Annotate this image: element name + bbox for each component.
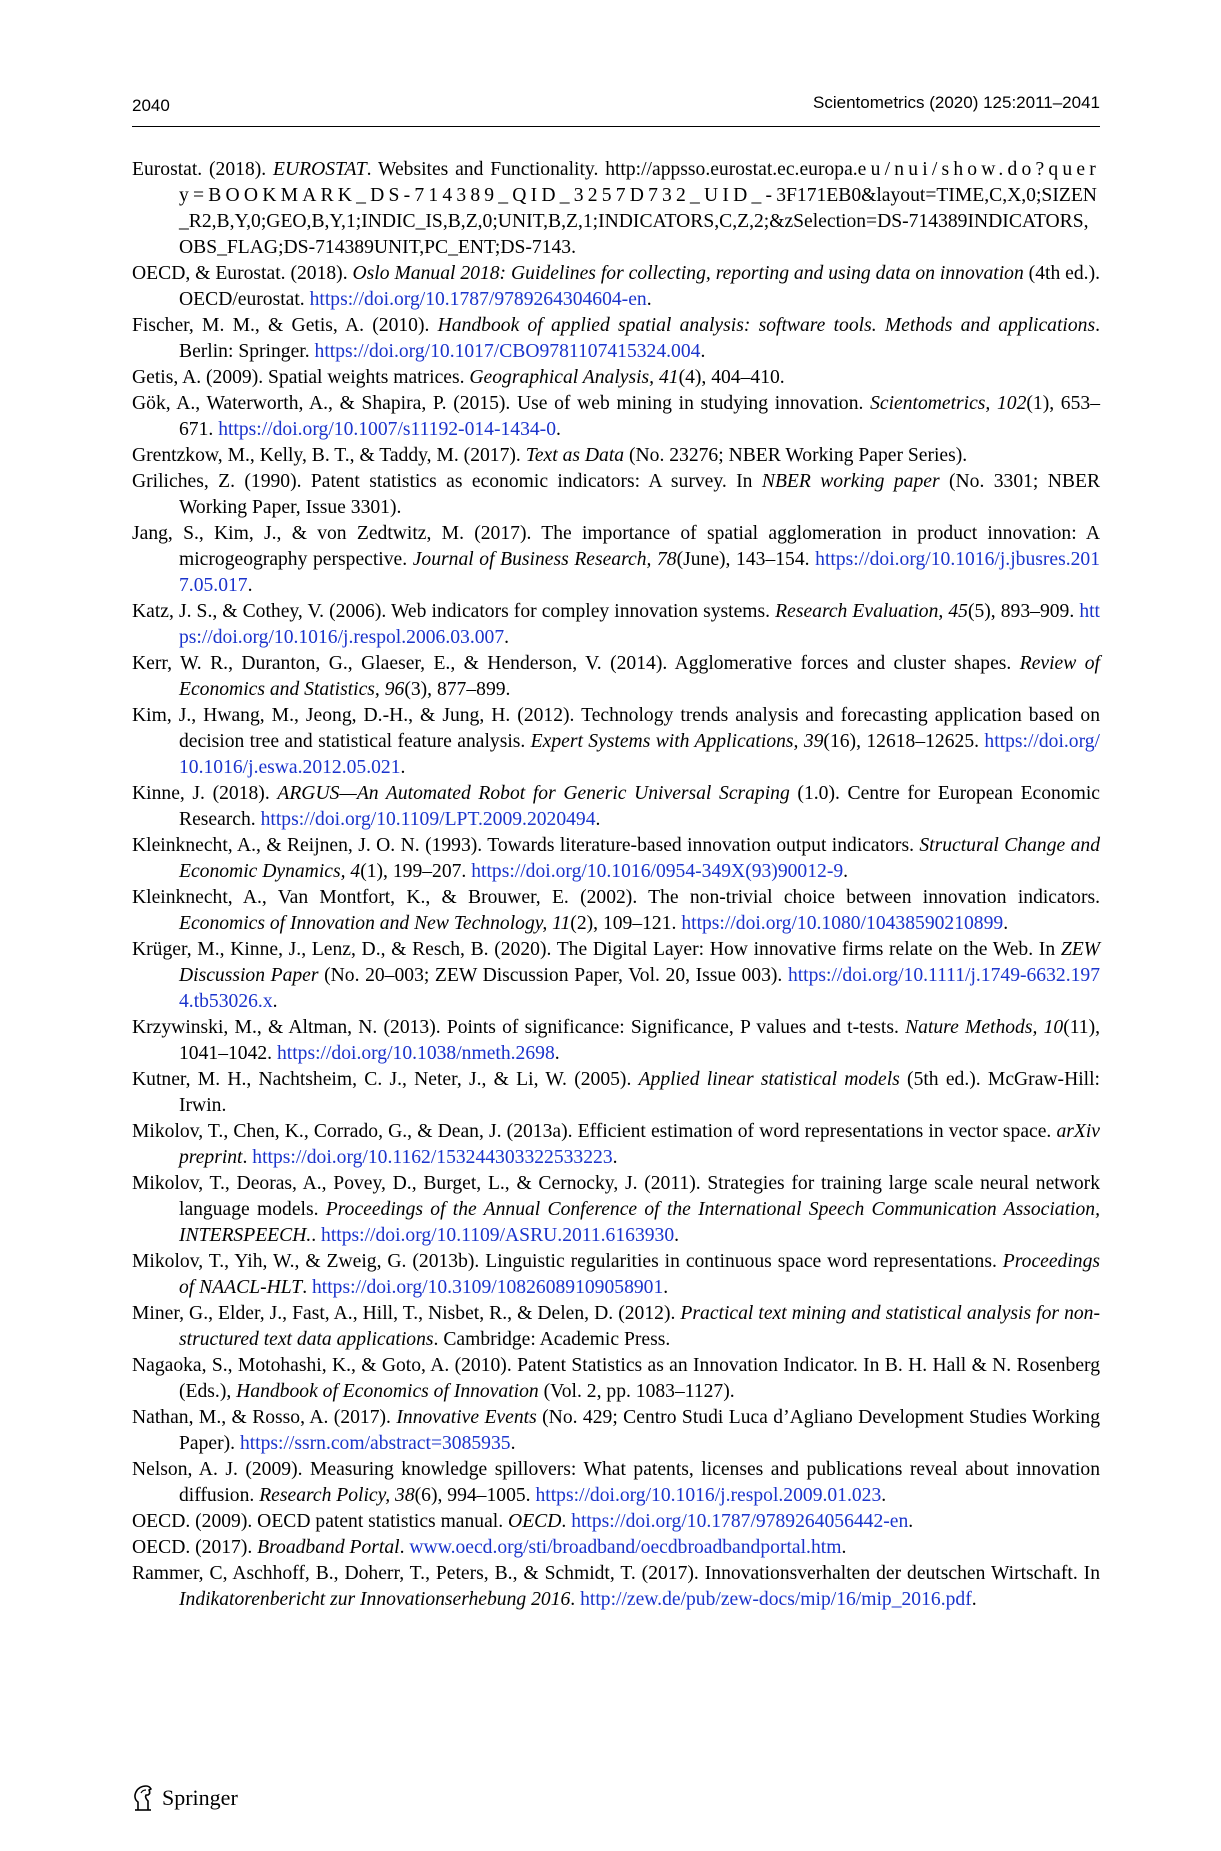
reference-entry xyxy=(132,1015,1100,1067)
reference-text: OECD, & Eurostat. (2018). xyxy=(132,263,353,284)
publisher-footer xyxy=(132,1780,238,1816)
reference-source-title: Research Policy, 38 xyxy=(259,1485,415,1506)
reference-entry xyxy=(132,313,1100,365)
reference-text: . xyxy=(247,575,253,596)
reference-text: Krüger, M., Kinne, J., Lenz, D., & Resch, B. (2020). The Digital Layer: How innovative firms relate on the Web. In xyxy=(132,939,1061,960)
reference-source-title: ZEW Discussion Paper xyxy=(179,939,1100,986)
reference-source-title: Handbook of applied spatial analysis: software tools. Methods and applications xyxy=(437,315,1096,336)
reference-text: Eurostat. (2018). xyxy=(132,159,274,180)
reference-entry xyxy=(132,599,1100,651)
reference-link[interactable]: https://doi.org/10.1016/j.respol.2006.03.007 xyxy=(179,601,1100,648)
reference-entry xyxy=(132,833,1100,885)
reference-source-title: EUROSTAT xyxy=(273,159,367,180)
reference-link[interactable]: https://doi.org/10.1109/LPT.2009.2020494 xyxy=(260,809,596,830)
reference-source-title: Practical text mining and statistical analysis for non-structured text data applications xyxy=(179,1303,1100,1350)
reference-text: Nathan, M., & Rosso, A. (2017). xyxy=(132,1407,397,1428)
reference-source-title: arXiv preprint xyxy=(179,1121,1100,1168)
reference-text: Mikolov, T., Yih, W., & Zweig, G. (2013b). Linguistic regularities in continuous space word representations. xyxy=(132,1251,1003,1272)
reference-text: (3), 877–899. xyxy=(404,679,511,700)
reference-text: Fischer, M. M., & Getis, A. (2010). xyxy=(132,315,438,336)
reference-text: . xyxy=(272,991,278,1012)
reference-text: . xyxy=(971,1589,977,1610)
reference-source-title: Broadband Portal xyxy=(257,1537,400,1558)
reference-text: . xyxy=(1003,913,1009,934)
reference-entry xyxy=(132,1405,1100,1457)
reference-text: Kim, J., Hwang, M., Jeong, D.-H., & Jung, H. (2012). Technology trends analysis and forecasting application based on decision tree and statistical feature analysis. xyxy=(132,705,1100,752)
reference-source-title: Proceedings of the Annual Conference of the International Speech Communication Association, INTERSPEECH. xyxy=(179,1199,1100,1246)
reference-text: . xyxy=(570,1589,581,1610)
reference-text: (16), 12618–12625. xyxy=(823,731,985,752)
reference-text: . xyxy=(554,1043,560,1064)
reference-text: (11), 1041–1042. xyxy=(179,1017,1101,1064)
reference-text: . xyxy=(908,1511,914,1532)
reference-entry xyxy=(132,469,1100,521)
reference-entry xyxy=(132,651,1100,703)
reference-text: OECD. (2017). xyxy=(132,1537,258,1558)
reference-link[interactable]: https://doi.org/10.3109/10826089109058901 xyxy=(312,1277,664,1298)
running-header xyxy=(132,88,1100,128)
reference-source-title: Innovative Events xyxy=(396,1407,537,1428)
reference-text: . xyxy=(399,1537,410,1558)
reference-text: . xyxy=(510,1433,516,1454)
reference-source-title: OECD xyxy=(508,1511,562,1532)
reference-link[interactable]: https://doi.org/10.1016/j.eswa.2012.05.021 xyxy=(179,731,1100,778)
reference-text: . xyxy=(595,809,601,830)
reference-entry xyxy=(132,937,1100,1015)
reference-text: (No. 429; Centro Studi Luca d’Agliano Development Studies Working Paper). xyxy=(179,1407,1100,1454)
reference-entry xyxy=(132,703,1100,781)
springer-horse-icon xyxy=(132,1784,154,1812)
reference-text: Kinne, J. (2018). xyxy=(132,783,278,804)
reference-link[interactable]: https://doi.org/10.1017/CBO9781107415324.004 xyxy=(314,341,701,362)
reference-text: Griliches, Z. (1990). Patent statistics as economic indicators: A survey. In xyxy=(132,471,762,492)
reference-text: . xyxy=(843,861,849,882)
reference-url-text: 3F171EB0&layout=TIME,C,X,0;SIZEN_R2,B,Y,0;GEO,B,Y,1;INDIC_IS,B,Z,0;UNIT,B,Z,1;INDICATORS,C,Z,2;&zSelection=DS-714389INDICATORS,OBS_FLAG;DS-714389UNIT,PC_ENT;DS-7143. xyxy=(179,185,1097,258)
reference-text: (4th ed.). OECD/eurostat. xyxy=(179,263,1100,310)
reference-source-title: Journal of Business Research, 78 xyxy=(412,549,677,570)
reference-text: . xyxy=(400,757,406,778)
reference-text: (No. 20–003; ZEW Discussion Paper, Vol. 20, Issue 003). xyxy=(318,965,788,986)
reference-source-title: Geographical Analysis, 41 xyxy=(469,367,679,388)
reference-link[interactable]: www.oecd.org/sti/broadband/oecdbroadbandportal.htm xyxy=(409,1537,842,1558)
reference-text: . xyxy=(302,1277,312,1298)
reference-text: Miner, G., Elder, J., Fast, A., Hill, T., Nisbet, R., & Delen, D. (2012). xyxy=(132,1303,681,1324)
reference-text: . xyxy=(311,1225,322,1246)
reference-text: (No. 3301; NBER Working Paper, Issue 3301). xyxy=(179,471,1101,518)
reference-source-title: Proceedings of NAACL-HLT xyxy=(179,1251,1100,1298)
reference-text: (1), 199–207. xyxy=(360,861,472,882)
reference-entry xyxy=(132,1509,1100,1535)
reference-link[interactable]: https://doi.org/10.1787/9789264056442-en xyxy=(571,1511,909,1532)
journal-citation: Scientometrics (2020) 125:2011–2041 xyxy=(813,93,1100,112)
reference-link[interactable]: https://doi.org/10.1016/j.jbusres.2017.05.017 xyxy=(179,549,1101,596)
reference-text: . Berlin: Springer. xyxy=(179,315,1100,362)
reference-text: Rammer, C, Aschhoff, B., Doherr, T., Peters, B., & Schmidt, T. (2017). Innovationsverhalten der deutschen Wirtschaft. In xyxy=(132,1563,1100,1584)
reference-text: Mikolov, T., Deoras, A., Povey, D., Burget, L., & Cernocky, J. (2011). Strategies for training large scale neural network language models. xyxy=(132,1173,1100,1220)
reference-link[interactable]: https://doi.org/10.1016/j.respol.2009.01.023 xyxy=(535,1485,882,1506)
reference-source-title: Handbook of Economics of Innovation xyxy=(236,1381,539,1402)
reference-text: (No. 23276; NBER Working Paper Series). xyxy=(624,445,968,466)
reference-source-title: Scientometrics, 102 xyxy=(870,393,1027,414)
reference-entry xyxy=(132,1067,1100,1119)
reference-source-title: Oslo Manual 2018: Guidelines for collecting, reporting and using data on innovation xyxy=(352,263,1024,284)
reference-entry xyxy=(132,1301,1100,1353)
reference-text: (Vol. 2, pp. 1083–1127). xyxy=(538,1381,735,1402)
reference-entry xyxy=(132,1249,1100,1301)
reference-source-title: Review of Economics and Statistics, 96 xyxy=(179,653,1100,700)
reference-entry xyxy=(132,521,1100,599)
reference-link[interactable]: https://doi.org/10.1787/9789264304604-en xyxy=(309,289,647,310)
reference-entry xyxy=(132,1535,1100,1561)
reference-entry xyxy=(132,157,1100,261)
reference-source-title: ARGUS—An Automated Robot for Generic Universal Scraping xyxy=(277,783,790,804)
reference-text: Kleinknecht, A., & Reijnen, J. O. N. (1993). Towards literature-based innovation output indicators. xyxy=(132,835,920,856)
reference-text: . xyxy=(700,341,706,362)
reference-link[interactable]: https://doi.org/10.1080/10438590210899 xyxy=(681,913,1004,934)
reference-link[interactable]: https://doi.org/10.1109/ASRU.2011.6163930 xyxy=(321,1225,675,1246)
reference-entry xyxy=(132,1171,1100,1249)
reference-text: OECD. (2009). OECD patent statistics manual. xyxy=(132,1511,509,1532)
reference-source-title: Research Evaluation, 45 xyxy=(775,601,968,622)
reference-text: Getis, A. (2009). Spatial weights matrices. xyxy=(132,367,470,388)
reference-source-title: Economics of Innovation and New Technology, 11 xyxy=(179,913,571,934)
reference-text: . xyxy=(674,1225,680,1246)
reference-text: (1.0). Centre for European Economic Research. xyxy=(179,783,1101,830)
reference-text: Nelson, A. J. (2009). Measuring knowledge spillovers: What patents, licenses and publications reveal about innovation diffusion. xyxy=(132,1459,1100,1506)
publisher-name: Springer xyxy=(162,1785,238,1810)
reference-text: . xyxy=(242,1147,253,1168)
reference-text: . Websites and Functionality. http://appsso.eurostat.ec.europa. xyxy=(366,159,858,180)
reference-link[interactable]: https://doi.org/10.1111/j.1749-6632.1974.tb53026.x xyxy=(179,965,1100,1012)
reference-source-title: Applied linear statistical models xyxy=(638,1069,900,1090)
reference-text: . xyxy=(646,289,652,310)
reference-text: (6), 994–1005. xyxy=(414,1485,536,1506)
reference-link[interactable]: http://zew.de/pub/zew-docs/mip/16/mip_2016.pdf xyxy=(580,1589,972,1610)
reference-text: . xyxy=(881,1485,887,1506)
reference-text: (5), 893–909. xyxy=(967,601,1080,622)
reference-text: Kerr, W. R., Duranton, G., Glaeser, E., & Henderson, V. (2014). Agglomerative forces and cluster shapes. xyxy=(132,653,1020,674)
reference-entry xyxy=(132,443,1100,469)
reference-text: (5th ed.). McGraw-Hill: Irwin. xyxy=(179,1069,1101,1116)
reference-link[interactable]: https://doi.org/10.1038/nmeth.2698 xyxy=(276,1043,555,1064)
reference-text: . xyxy=(841,1537,847,1558)
reference-text: . xyxy=(561,1511,572,1532)
reference-text: Katz, J. S., & Cothey, V. (2006). Web indicators for compley innovation systems. xyxy=(132,601,776,622)
reference-link[interactable]: https://ssrn.com/abstract=3085935 xyxy=(239,1433,511,1454)
reference-text: Mikolov, T., Chen, K., Corrado, G., & Dean, J. (2013a). Efficient estimation of word representations in vector space. xyxy=(132,1121,1057,1142)
reference-text: (2), 109–121. xyxy=(570,913,682,934)
reference-text: Kleinknecht, A., Van Montfort, K., & Brouwer, E. (2002). The non-trivial choice between innovation indicators. xyxy=(132,887,1100,908)
reference-text: . Cambridge: Academic Press. xyxy=(433,1329,671,1350)
reference-entry xyxy=(132,781,1100,833)
reference-entry xyxy=(132,1119,1100,1171)
reference-link[interactable]: https://doi.org/10.1007/s11192-014-1434-0 xyxy=(218,419,556,440)
reference-text: (June), 143–154. xyxy=(676,549,816,570)
reference-text: Gök, A., Waterworth, A., & Shapira, P. (2015). Use of web mining in studying innovation. xyxy=(132,393,871,414)
reference-source-title: Expert Systems with Applications, 39 xyxy=(530,731,824,752)
reference-link[interactable]: https://doi.org/10.1162/153244303322533223 xyxy=(252,1147,613,1168)
reference-text: (4), 404–410. xyxy=(678,367,785,388)
reference-entry xyxy=(132,1561,1100,1613)
reference-text: Grentzkow, M., Kelly, B. T., & Taddy, M. (2017). xyxy=(132,445,526,466)
reference-entry xyxy=(132,391,1100,443)
reference-source-title: Nature Methods, 10 xyxy=(905,1017,1064,1038)
reference-entry xyxy=(132,365,1100,391)
reference-text: . xyxy=(663,1277,669,1298)
reference-text: Krzywinski, M., & Altman, N. (2013). Points of significance: Significance, P values and t-tests. xyxy=(132,1017,906,1038)
reference-text: . xyxy=(556,419,561,440)
reference-text: Nagaoka, S., Motohashi, K., & Goto, A. (2010). Patent Statistics as an Innovation Indicator. In B. H. Hall & N. Rosenberg (Eds.), xyxy=(132,1355,1100,1402)
reference-entry xyxy=(132,1353,1100,1405)
reference-entry xyxy=(132,885,1100,937)
reference-text: Jang, S., Kim, J., & von Zedtwitz, M. (2017). The importance of spatial agglomeration in product innovation: A microgeography perspective. xyxy=(132,523,1100,570)
reference-source-title: Structural Change and Economic Dynamics, 4 xyxy=(179,835,1100,882)
reference-url-text: eu/nui/show.do?query=BOOKMARK_DS-714389_QID_3257D732_UID_- xyxy=(179,159,1100,206)
page-number: 2040 xyxy=(132,96,170,115)
reference-entry xyxy=(132,1457,1100,1509)
reference-source-title: Indikatorenbericht zur Innovationserhebung 2016 xyxy=(179,1589,571,1610)
reference-text: Kutner, M. H., Nachtsheim, C. J., Neter, J., & Li, W. (2005). xyxy=(132,1069,639,1090)
reference-entry xyxy=(132,261,1100,313)
reference-text: . xyxy=(504,627,510,648)
reference-text: . xyxy=(612,1147,618,1168)
header-rule xyxy=(132,126,1100,127)
reference-text: (1), 653–671. xyxy=(179,393,1100,440)
reference-list xyxy=(132,157,1100,1613)
reference-source-title: Text as Data xyxy=(525,445,625,466)
reference-source-title: NBER working paper xyxy=(761,471,940,492)
reference-link[interactable]: https://doi.org/10.1016/0954-349X(93)90012-9 xyxy=(471,861,844,882)
